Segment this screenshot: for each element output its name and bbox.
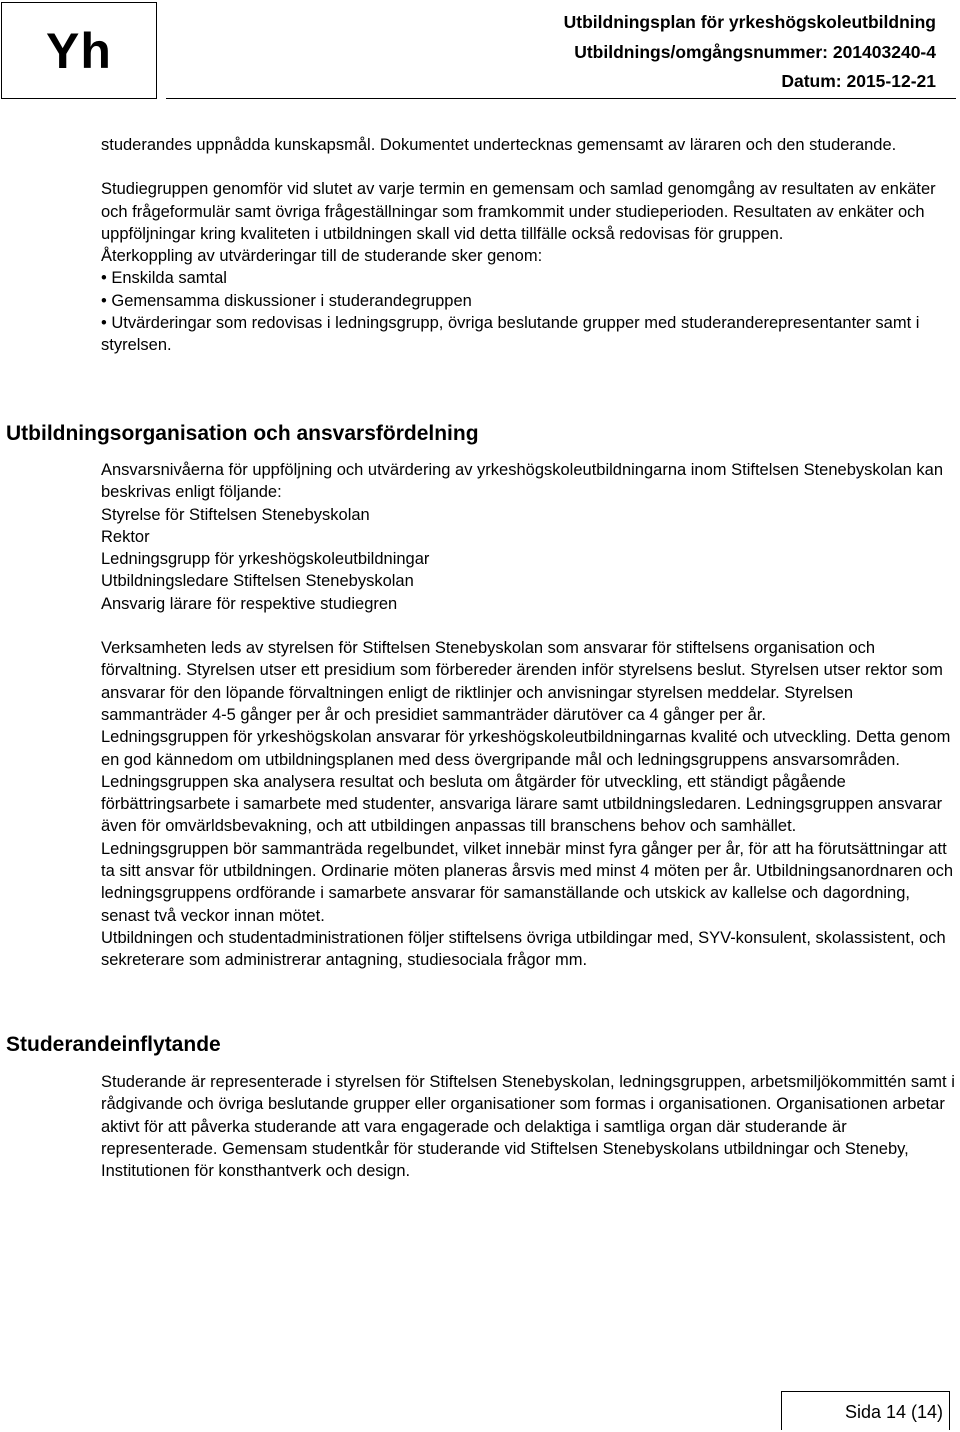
section-heading-organisation: Utbildningsorganisation och ansvarsfördelning: [6, 422, 479, 445]
document-date: Datum: 2015-12-21: [781, 71, 936, 91]
list-item: • Utvärderingar som redovisas i ledningsgrupp, övriga beslutande grupper med studeranderepresentanter samt i styrelsen.: [101, 312, 956, 357]
document-title: Utbildningsplan för yrkeshögskoleutbildning: [563, 12, 936, 32]
student-influence-block: [101, 1071, 956, 1182]
intro-block: [101, 134, 956, 357]
yh-logo: Yh: [1, 2, 157, 99]
paragraph: Ansvarsnivåerna för uppföljning och utvärdering av yrkeshögskoleutbildningarna inom Stiftelsen Stenebyskolan kan beskrivas enligt följande:: [101, 461, 943, 502]
education-number: Utbildnings/omgångsnummer: 201403240-4: [574, 42, 936, 62]
list-item: • Gemensamma diskussioner i studerandegruppen: [101, 290, 956, 312]
paragraph: Ledningsgruppen för yrkeshögskolan ansvarar för yrkeshögskoleutbildningarnas kvalité och utveckling. Detta genom en god kännedom om utbildningsplanen med dess övergripande mål och ledningsgruppens ansvarsområden. Ledningsgruppen ska analysera resultat och besluta om åtgärder för utveckling, ett ständigt pågående förbättringsarbete i samarbete med studenter, ansvariga lärare samt utbildningsledaren. Ledningsgruppen ansvarar även för omvärldsbevakning, och att utbildingen anpassas till branschens behov och samhället.: [101, 728, 951, 836]
list-item: Ledningsgrupp för yrkeshögskoleutbildningar: [101, 550, 430, 569]
paragraph: Återkoppling av utvärderingar till de studerande sker genom:: [101, 247, 543, 266]
list-item: Ansvarig lärare för respektive studiegren: [101, 594, 398, 613]
list-item: Utbildningsledare Stiftelsen Stenebyskolan: [101, 572, 414, 591]
page-header: [0, 0, 960, 100]
page-number: Sida 14 (14): [781, 1391, 950, 1430]
list-item: Rektor: [101, 527, 150, 546]
section-heading-student-influence: Studerandeinflytande: [6, 1033, 221, 1056]
organisation-block: [101, 459, 956, 972]
list-item: • Enskilda samtal: [101, 267, 956, 289]
paragraph: Studerande är representerade i styrelsen för Stiftelsen Stenebyskolan, ledningsgruppen, arbetsmiljökommittén samt i rådgivande och övriga beslutande grupper eller organisationer som formas i organisationen. Organisationen arbetar aktivt för att påverka studerande att vara engagerade och delaktiga i samtliga organ där studerande är representerade. Gemensam studentkår för studerande vid Stiftelsen Stenebyskolans utbildningar och Steneby, Institutionen för konsthantverk och design.: [101, 1073, 955, 1181]
paragraph: Studiegruppen genomför vid slutet av varje termin en gemensam och samlad genomgång av resultaten av enkäter och frågeformulär samt övriga frågeställningar som framkommit under studieperioden. Resultaten av enkäter och uppföljningar kring kvaliteten i utbildningen skall vid detta tillfälle också redovisas för gruppen.: [101, 180, 936, 243]
paragraph: studerandes uppnådda kunskapsmål. Dokumentet undertecknas gemensamt av läraren och den studerande.: [101, 136, 897, 154]
header-info: [166, 0, 956, 99]
paragraph: Ledningsgruppen bör sammanträda regelbundet, vilket innebär minst fyra gånger per år, för att ha förutsättningar att ta sitt ansvar för utbildningen. Ordinarie möten planeras årsvis med minst 4 möten per år. Utbildningsanordnaren och ledningsgruppens ordförande i samarbete ansvarar för samanställande och utskick av kallelse och dagordning, senast två veckor innan mötet.: [101, 839, 954, 925]
paragraph: Verksamheten leds av styrelsen för Stiftelsen Stenebyskolan som ansvarar för stiftelsens organisation och förvaltning. Styrelsen utser ett presidium som förbereder ärenden inför styrelsens beslut. Styrelsen utser rektor som ansvarar för den löpande förvaltningen enligt de riktlinjer och anvisningar styrelsen meddelar. Styrelsen sammanträder 4-5 gånger per år och presidiet sammanträder därutöver ca 4 gånger per år.: [101, 639, 943, 724]
list-item: Styrelse för Stiftelsen Stenebyskolan: [101, 505, 370, 524]
paragraph: Utbildningen och studentadministrationen följer stiftelsens övriga utbildingar med, SYV-konsulent, skolassistent, och sekreterare som administrerar antagning, studiesociala frågor mm.: [101, 928, 946, 970]
